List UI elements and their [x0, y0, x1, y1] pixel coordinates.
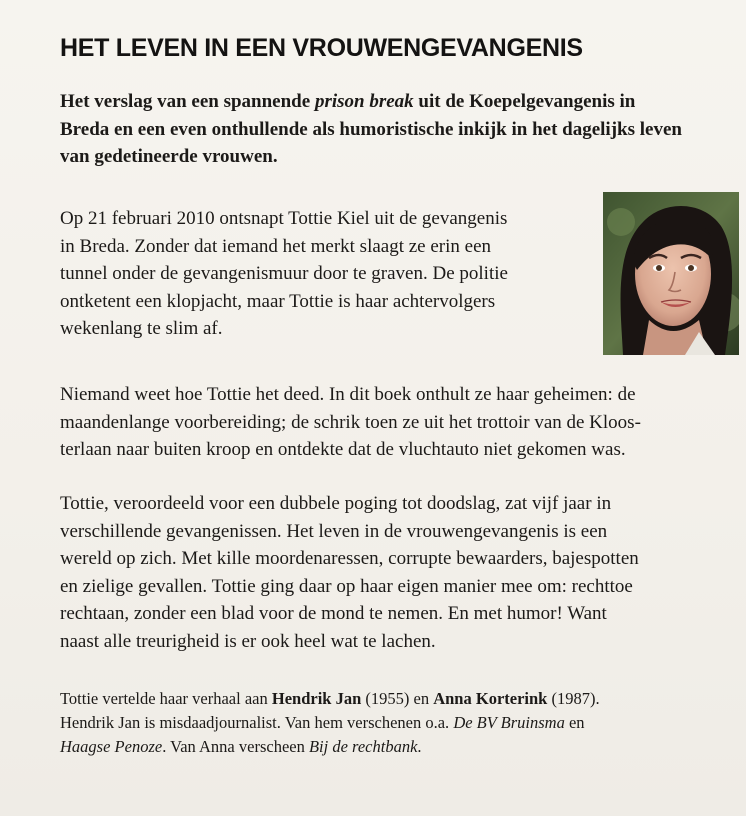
author-photo — [603, 192, 739, 355]
text-line: rechtaan, zonder een blad voor de mond te nemen. En met humor! Want — [60, 603, 607, 624]
intro-line-3: van gedetineerde vrouwen. — [60, 146, 278, 167]
intro-paragraph — [60, 88, 740, 171]
text-line: Op 21 februari 2010 ontsnapt Tottie Kiel uit de gevangenis — [60, 208, 508, 229]
story-paragraph-2 — [60, 381, 746, 464]
story-paragraph-3 — [60, 490, 746, 655]
intro-line-2: Breda en een even onthullende als humoristische inkijk in het dagelijks leven — [60, 118, 682, 140]
story-paragraph-1 — [60, 205, 620, 343]
book-title: Haagse Penoze — [60, 737, 163, 756]
author-credits — [60, 687, 746, 759]
text-line: ontketent een klopjacht, maar Tottie is haar achtervolgers — [60, 290, 496, 312]
text-line: Niemand weet hoe Tottie het deed. In dit boek onthult ze haar geheimen: de — [60, 384, 636, 405]
book-title: De BV Bruinsma — [453, 713, 565, 732]
credits-line-2: Hendrik Jan is misdaadjournalist. Van hem verschenen o.a. De BV Bruinsma en — [60, 713, 585, 732]
text-line: naast alle treurigheid is er ook heel wat te lachen. — [60, 630, 436, 652]
text-line: verschillende gevangenissen. Het leven in de vrouwengevangenis is een — [60, 520, 608, 542]
intro-line-1: Het verslag van een spannende prison break uit de Koepelgevangenis in — [60, 91, 636, 112]
author-name: Anna Korterink — [433, 689, 548, 708]
page-title: HET LEVEN IN EEN VROUWENGEVANGENIS — [60, 34, 583, 62]
text-line: en zielige gevallen. Tottie ging daar op haar eigen manier mee om: rechttoe — [60, 575, 633, 597]
text-line: Tottie, veroordeeld voor een dubbele poging tot doodslag, zat vijf jaar in — [60, 493, 612, 514]
credits-line-1: Tottie vertelde haar verhaal aan Hendrik Jan (1955) en Anna Korterink (1987). — [60, 689, 600, 708]
text-line: wekenlang te slim af. — [60, 318, 223, 339]
book-title: Bij de rechtbank — [308, 737, 418, 756]
author-name: Hendrik Jan — [271, 689, 362, 708]
text-line: terlaan naar buiten kroop en ontdekte dat de vluchtauto niet gekomen was. — [60, 439, 626, 460]
credits-line-3: Haagse Penoze. Van Anna verscheen Bij de rechtbank. — [60, 737, 422, 756]
text-line: maandenlange voorbereiding; de schrik toen ze uit het trottoir van de Kloos- — [60, 411, 641, 433]
text-line: wereld op zich. Met kille moordenaressen, corrupte bewaarders, bajespotten — [60, 548, 639, 569]
intro-emphasis: prison break — [314, 91, 414, 112]
author-portrait-icon — [603, 192, 739, 355]
text-line: tunnel onder de gevangenismuur door te graven. De politie — [60, 263, 508, 284]
text-line: in Breda. Zonder dat iemand het merkt slaagt ze erin een — [60, 235, 492, 257]
